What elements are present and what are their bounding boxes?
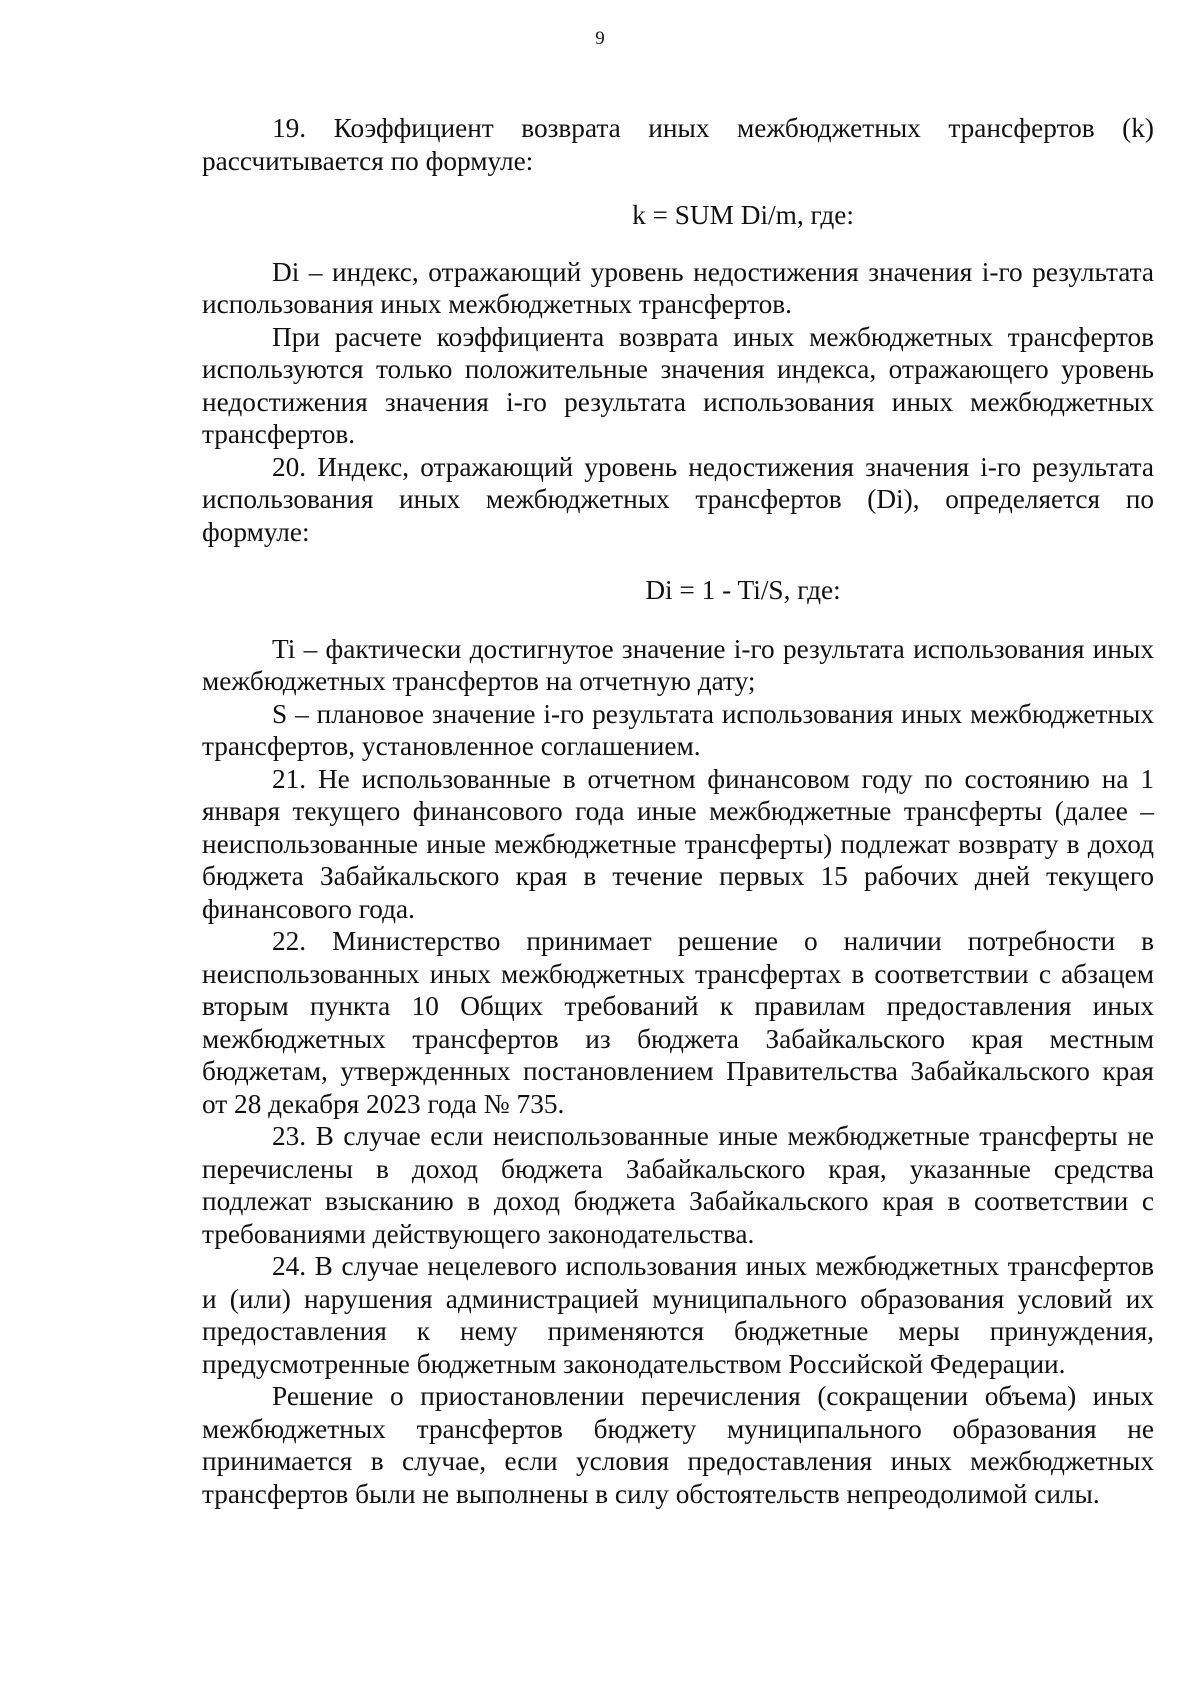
paragraph-di-definition: Di – индекс, отражающий уровень недостижения значения i-го результата использования иных межбюджетных трансфертов.	[202, 256, 1154, 319]
formula-di: Di = 1 - Ti/S, где:	[645, 575, 841, 605]
paragraph-24: 24. В случае нецелевого использования иных межбюджетных трансфертов и (или) нарушения администрацией муниципального образования условий их предоставления к нему применяются бюджетные меры принуждения, предусмотренные бюджетным законодательством Российской Федерации.	[202, 1251, 1154, 1379]
paragraph-23: 23. В случае если неиспользованные иные межбюджетные трансферты не перечислены в доход бюджета Забайкальского края, указанные средства подлежат взысканию в доход бюджета Забайкальского края в соответствии с требованиями действующего законодательства.	[202, 1121, 1154, 1249]
paragraph-20: 20. Индекс, отражающий уровень недостижения значения i-го результата использования иных межбюджетных трансфертов (Di), определяется по формуле:	[202, 451, 1154, 547]
paragraph-s-definition: S – плановое значение i-го результата использования иных межбюджетных трансфертов, установленное соглашением.	[202, 698, 1154, 761]
paragraph-ti-definition: Ti – фактически достигнутое значение i-го результата использования иных межбюджетных трансфертов на отчетную дату;	[202, 633, 1154, 696]
document-body	[202, 112, 1154, 1510]
paragraph-positive-values: При расчете коэффициента возврата иных межбюджетных трансфертов используются только положительные значения индекса, отражающего уровень недостижения значения i-го результата использования иных межбюджетных трансфертов.	[202, 321, 1154, 449]
paragraph-suspension-decision: Решение о приостановлении перечисления (сокращении объема) иных межбюджетных трансфертов бюджету муниципального образования не принимается в случае, если условия предоставления иных межбюджетных трансфертов были не выполнены в силу обстоятельств непреодолимой силы.	[202, 1381, 1154, 1509]
page-number: 9	[595, 28, 605, 49]
paragraph-21: 21. Не использованные в отчетном финансовом году по состоянию на 1 января текущего финансового года иные межбюджетные трансферты (далее – неиспользованные иные межбюджетные трансферты) подлежат возврату в доход бюджета Забайкальского края в течение первых 15 рабочих дней текущего финансового года.	[202, 763, 1154, 924]
paragraph-22: 22. Министерство принимает решение о наличии потребности в неиспользованных иных межбюджетных трансфертах в соответствии с абзацем вторым пункта 10 Общих требований к правилам предоставления иных межбюджетных трансфертов из бюджета Забайкальского края местным бюджетам, утвержденных постановлением Правительства Забайкальского края от 28 декабря 2023 года № 735.	[202, 926, 1154, 1119]
formula-k: k = SUM Di/m, где:	[632, 200, 854, 230]
paragraph-19: 19. Коэффициент возврата иных межбюджетных трансфертов (k) рассчитывается по формуле:	[202, 113, 1154, 176]
